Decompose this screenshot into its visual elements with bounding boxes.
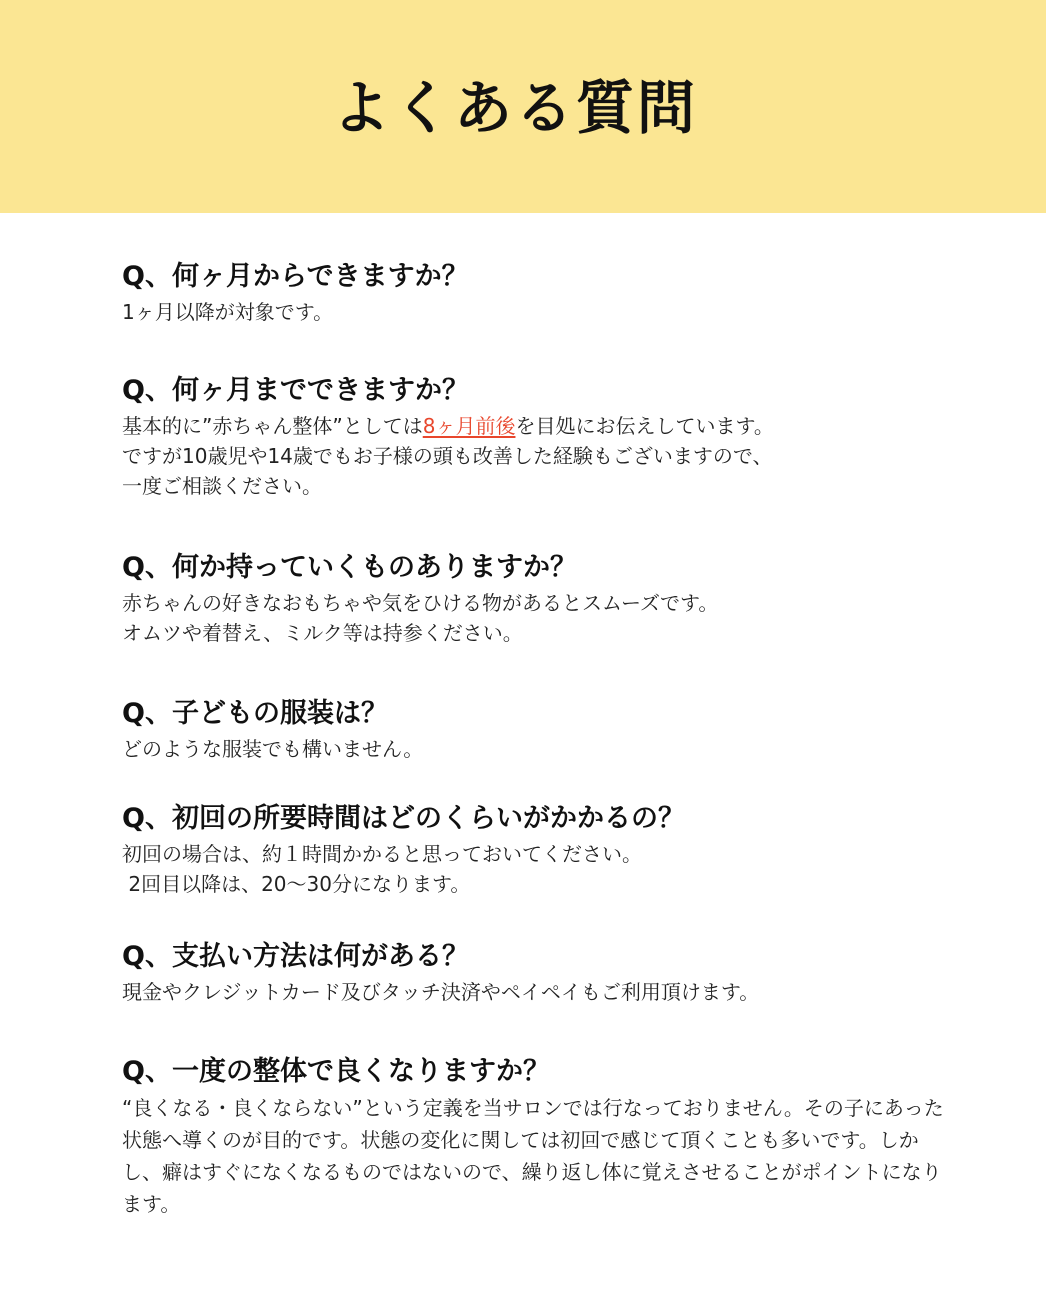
highlighted-duration: 8ヶ月前後 (422, 414, 516, 438)
faq-question: Q、何か持っていくものありますか？ (122, 552, 577, 583)
faq-answer (122, 1092, 947, 1220)
faq-question: Q、初回の所要時間はどのくらいがかかるの？ (122, 803, 685, 834)
answer-text: 基本的に”赤ちゃん整体”としては (122, 414, 423, 438)
answer-line: 赤ちゃんの好きなおもちゃや気をひける物があるとスムーズです。 (122, 591, 719, 615)
faq-answer (122, 977, 962, 1007)
answer-line: 1ヶ月以降が対象です。 (122, 300, 334, 324)
answer-paragraph: “良くなる・良くならない”という定義を当サロンでは行なっておりません。その子にあった状態へ導くのが目的です。状態の変化に関しては初回で感じて頂くことも多いです。しかし、癖はすぐになくなるものではないので、繰り返し体に覚えさせることがポイントになります。 (122, 1096, 944, 1216)
answer-line: どのような服装でも構いません。 (122, 737, 424, 761)
answer-text: を目処にお伝えしています。 (515, 414, 774, 438)
faq-item-3 (122, 550, 962, 648)
answer-line: オムツや着替え、ミルク等は持参ください。 (122, 621, 523, 645)
answer-line: 一度ご相談ください。 (122, 474, 322, 498)
answer-line (122, 411, 962, 441)
answer-line: 2回目以降は、20〜30分になります。 (122, 872, 471, 896)
faq-item-7 (122, 1054, 947, 1220)
faq-question: Q、子どもの服装は？ (122, 698, 388, 729)
faq-answer (122, 411, 962, 501)
answer-line: 初回の場合は、約１時間かかると思っておいてください。 (122, 842, 642, 866)
faq-item-5 (122, 801, 962, 899)
answer-line: 現金やクレジットカード及びタッチ決済やペイペイもご利用頂けます。 (122, 980, 760, 1004)
faq-item-4 (122, 696, 962, 764)
faq-question: Q、何ヶ月までできますか？ (122, 375, 469, 406)
header-banner (0, 0, 1046, 213)
faq-answer (122, 588, 962, 648)
faq-answer (122, 734, 962, 764)
faq-item-1 (122, 259, 962, 327)
answer-line: ですが10歳児や14歳でもお子様の頭も改善した経験もございますので、 (122, 444, 773, 468)
faq-question: Q、一度の整体で良くなりますか？ (122, 1056, 550, 1087)
faq-answer (122, 839, 962, 899)
faq-item-2 (122, 373, 962, 501)
faq-item-6 (122, 939, 962, 1007)
page-title: よくある質問 (331, 74, 698, 142)
faq-answer (122, 297, 962, 327)
faq-question: Q、支払い方法は何がある？ (122, 941, 469, 972)
faq-question: Q、何ヶ月からできますか？ (122, 261, 469, 292)
